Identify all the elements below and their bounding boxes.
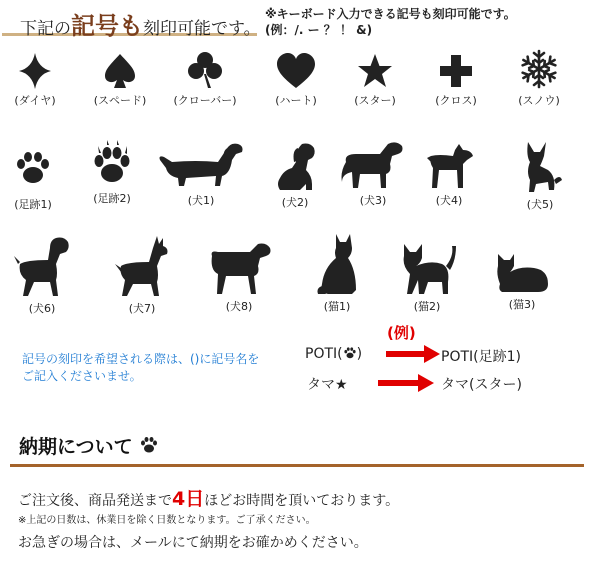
paw-title-icon (139, 435, 159, 455)
dog-1-icon (156, 140, 246, 190)
dog-8-icon (206, 240, 272, 296)
symbol-dog-4: (犬4) (420, 140, 478, 208)
urgent-contact-note: お急ぎの場合は、メールにて納期をお確かめください。 (18, 535, 368, 551)
clover-icon (185, 50, 225, 90)
symbol-cat-1: (猫1) (302, 232, 372, 314)
symbol-clover: (クローバー) (164, 50, 246, 108)
symbol-dog-2: (犬2) (265, 140, 325, 210)
dog-6-icon (12, 234, 72, 298)
symbol-dog-7: (犬7) (110, 234, 174, 316)
cat-2-icon (398, 238, 456, 296)
symbol-snowflake: (スノウ) (505, 48, 573, 108)
example-2-arrow-icon (378, 374, 434, 392)
dog-4-icon (423, 140, 475, 190)
business-days-note: ※上記の日数は、休業日を除く日数となります。ご了承ください。 (18, 515, 316, 526)
page-title: 下記の記号も刻印可能です。 (20, 12, 261, 40)
symbol-cat-2: (猫2) (390, 238, 464, 314)
example-2-output: タマ(スター) (441, 377, 522, 393)
symbol-paw-2: (足跡2) (82, 140, 142, 206)
symbol-dog-8: (犬8) (204, 240, 274, 314)
delivery-lead-time: ご注文後、商品発送まで4日ほどお時間を頂いております。 (18, 488, 400, 510)
howto-instructions: 記号の刻印を希望される際は、()に記号名を ご記入くださいませ。 (22, 352, 260, 383)
header-bar (2, 3, 261, 40)
example-label: (例) (387, 324, 416, 342)
example-1-input: POTI( ) (305, 346, 363, 362)
paw-1-icon (13, 148, 53, 188)
example-2-input: タマ★ (307, 377, 348, 393)
dog-5-icon (514, 140, 566, 194)
symbol-heart: (ハート) (264, 52, 328, 108)
symbol-paw-1: (足跡1) (5, 148, 61, 212)
star-icon (356, 52, 394, 90)
dog-3-icon (340, 140, 406, 190)
paw-2-icon (91, 140, 133, 188)
heart-icon (275, 52, 317, 90)
symbol-dog-1: (犬1) (155, 140, 247, 208)
spade-icon (103, 52, 137, 90)
cat-3-icon (494, 250, 550, 294)
symbol-cross: (クロス) (424, 52, 488, 108)
snowflake-icon (518, 48, 560, 90)
symbol-spade: (スペード) (84, 52, 156, 108)
dog-7-icon (113, 234, 171, 298)
example-1-arrow-icon (386, 345, 440, 363)
symbol-cat-3: (猫3) (488, 250, 556, 312)
delivery-section-title: 納期について (19, 432, 159, 459)
section-divider (10, 464, 584, 467)
cat-1-icon (316, 232, 358, 296)
symbol-star: (スター) (343, 52, 407, 108)
example-1-output: POTI(足跡1) (441, 349, 521, 365)
symbol-dog-5: (犬5) (505, 140, 575, 212)
diamond-icon (17, 52, 53, 90)
symbol-dog-6: (犬6) (10, 234, 74, 316)
keyboard-symbol-note: ※キーボード入力できる記号も刻印可能です。 (例：/. ー ？ ！ &) (265, 7, 516, 37)
symbol-dog-3: (犬3) (338, 140, 408, 208)
cross-icon (437, 52, 475, 90)
symbol-diamond: (ダイヤ) (7, 52, 63, 108)
dog-2-icon (272, 140, 318, 192)
paw-inline-icon (343, 346, 357, 360)
